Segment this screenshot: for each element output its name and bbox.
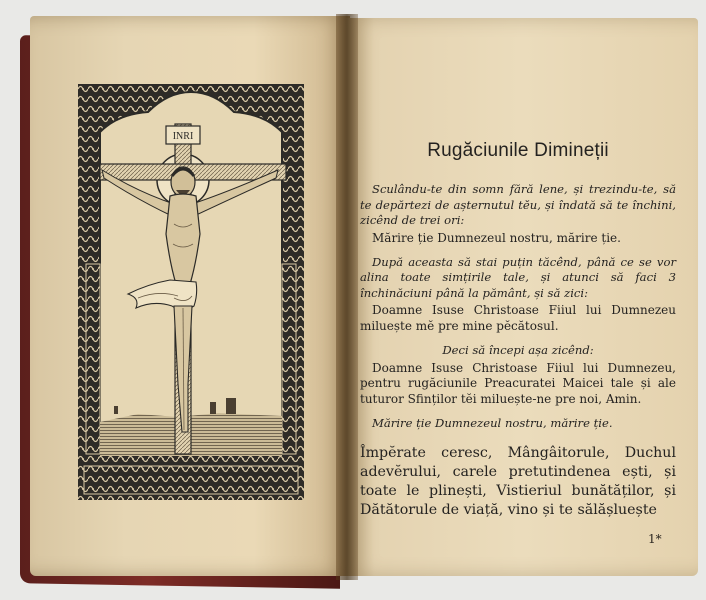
crucifix-illustration [78, 84, 304, 500]
prayer-text-block [360, 140, 676, 520]
prayer-2: Doamne Isuse Christoase Fiiul lui Dumnezeu miluește mĕ pre mine pĕcătosul. [360, 303, 676, 334]
ornamental-base [78, 456, 304, 500]
instruction-3: Deci să începi așa zicênd: [442, 342, 594, 357]
inri-inscription: INRI [172, 131, 194, 142]
instruction-1: Sculându-te din somn fără lene, și trezindu-te, să te depărtezi de așternutul tĕu, și îndată să te închini, zicênd de trei ori: [360, 182, 676, 228]
instruction-2: După aceasta să stai puțin tăcênd, până ce se vor alina toate simțirile tale, și atunci să faci 3 închinăciuni până la pământ, și să zici: [360, 254, 676, 300]
doxology-line: Mărire ție Dumnezeul nostru, mărire ție. [372, 415, 613, 430]
prayer-1: Mărire ție Dumnezeul nostru, mărire ție. [372, 230, 621, 245]
heavenly-king-prayer: Împĕrate ceresc, Mângâitorule, Duchul adevĕrului, carele pretutindenea ești, și toate le plinești, Vistieriul bunătăților, și Dătătorule de viață, vino și te sălășluește [360, 444, 676, 518]
prayer-3: Doamne Isuse Christoase Fiiul lui Dumnezeu, pentru rugăciunile Preacuratei Maicei tale și ale tuturor Sfinților tĕi miluește-ne pre noi, Amin. [360, 360, 676, 407]
book-gutter [336, 14, 358, 580]
page-title: Rugăciunile Dimineții [427, 140, 609, 161]
page-marker: 1* [648, 532, 662, 546]
crucifix-engraving-svg [78, 84, 304, 500]
